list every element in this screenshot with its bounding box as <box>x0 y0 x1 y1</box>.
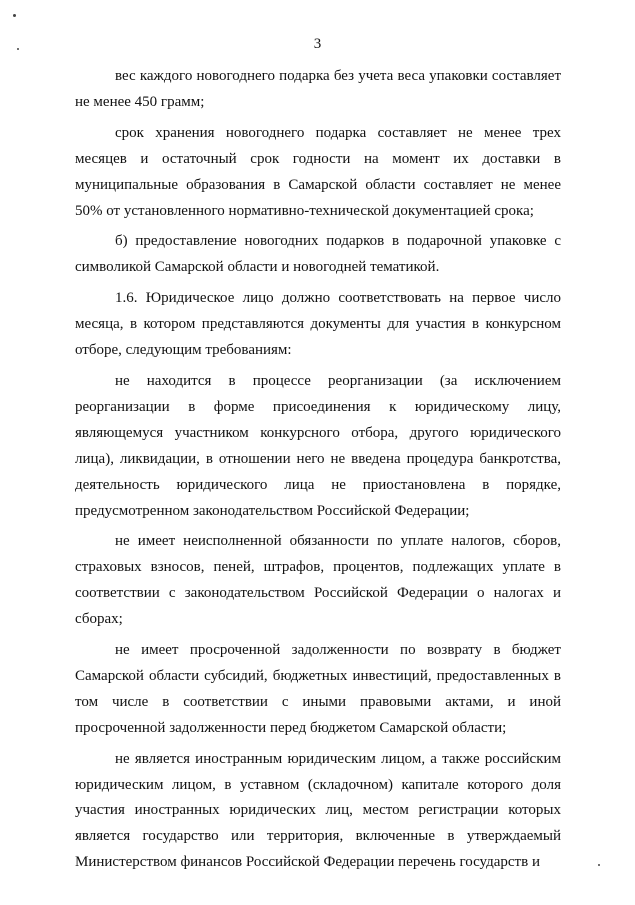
paragraph: не находится в процессе реорганизации (за исключением реорганизации в форме присоединения к юридическому лицу, являющемуся участником конкурсного отбора, другого юридического лица), ликвидации, в отношении него не введена процедура банкротства, деятельность юридического лица не приостановлена в порядке, предусмотренном законодательством Российской Федерации; <box>75 372 561 519</box>
paragraph: срок хранения новогоднего подарка составляет не менее трех месяцев и остаточный срок годности на момент их доставки в муниципальные образования в Самарской области составляет не менее 50% от установленного нормативно-технической документацией срока; <box>75 124 561 219</box>
scan-speck <box>13 14 16 17</box>
paragraph: не имеет просроченной задолженности по возврату в бюджет Самарской области субсидий, бюджетных инвестиций, предоставленных в том числе в соответствии с иными правовыми актами, и иной просроченной задолженности перед бюджетом Самарской области; <box>75 642 561 736</box>
page-number: 3 <box>313 36 322 52</box>
paragraph: не имеет неисполненной обязанности по уплате налогов, сборов, страховых взносов, пеней, штрафов, процентов, подлежащих уплате в соответствии с законодательством Российской Федерации о налогах и сборах; <box>75 533 561 628</box>
paragraph: б) предоставление новогодних подарков в подарочной упаковке с символикой Самарской области и новогодней тематикой. <box>75 233 561 276</box>
paragraph: 1.6. Юридическое лицо должно соответствовать на первое число месяца, в котором представляются документы для участия в конкурсном отборе, следующим требованиям: <box>75 290 561 359</box>
body-text <box>75 64 561 881</box>
paragraph: не является иностранным юридическим лицом, а также российским юридическим лицом, в уставном (складочном) капитале которого доля участия иностранных юридических лиц, местом регистрации которых является государство или территория, включенные в утверждаемый Министерством финансов Российской Федерации перечень государств и <box>75 750 561 871</box>
paragraph: вес каждого новогоднего подарка без учета веса упаковки составляет не менее 450 грамм; <box>75 68 561 110</box>
scan-speck <box>598 864 600 866</box>
